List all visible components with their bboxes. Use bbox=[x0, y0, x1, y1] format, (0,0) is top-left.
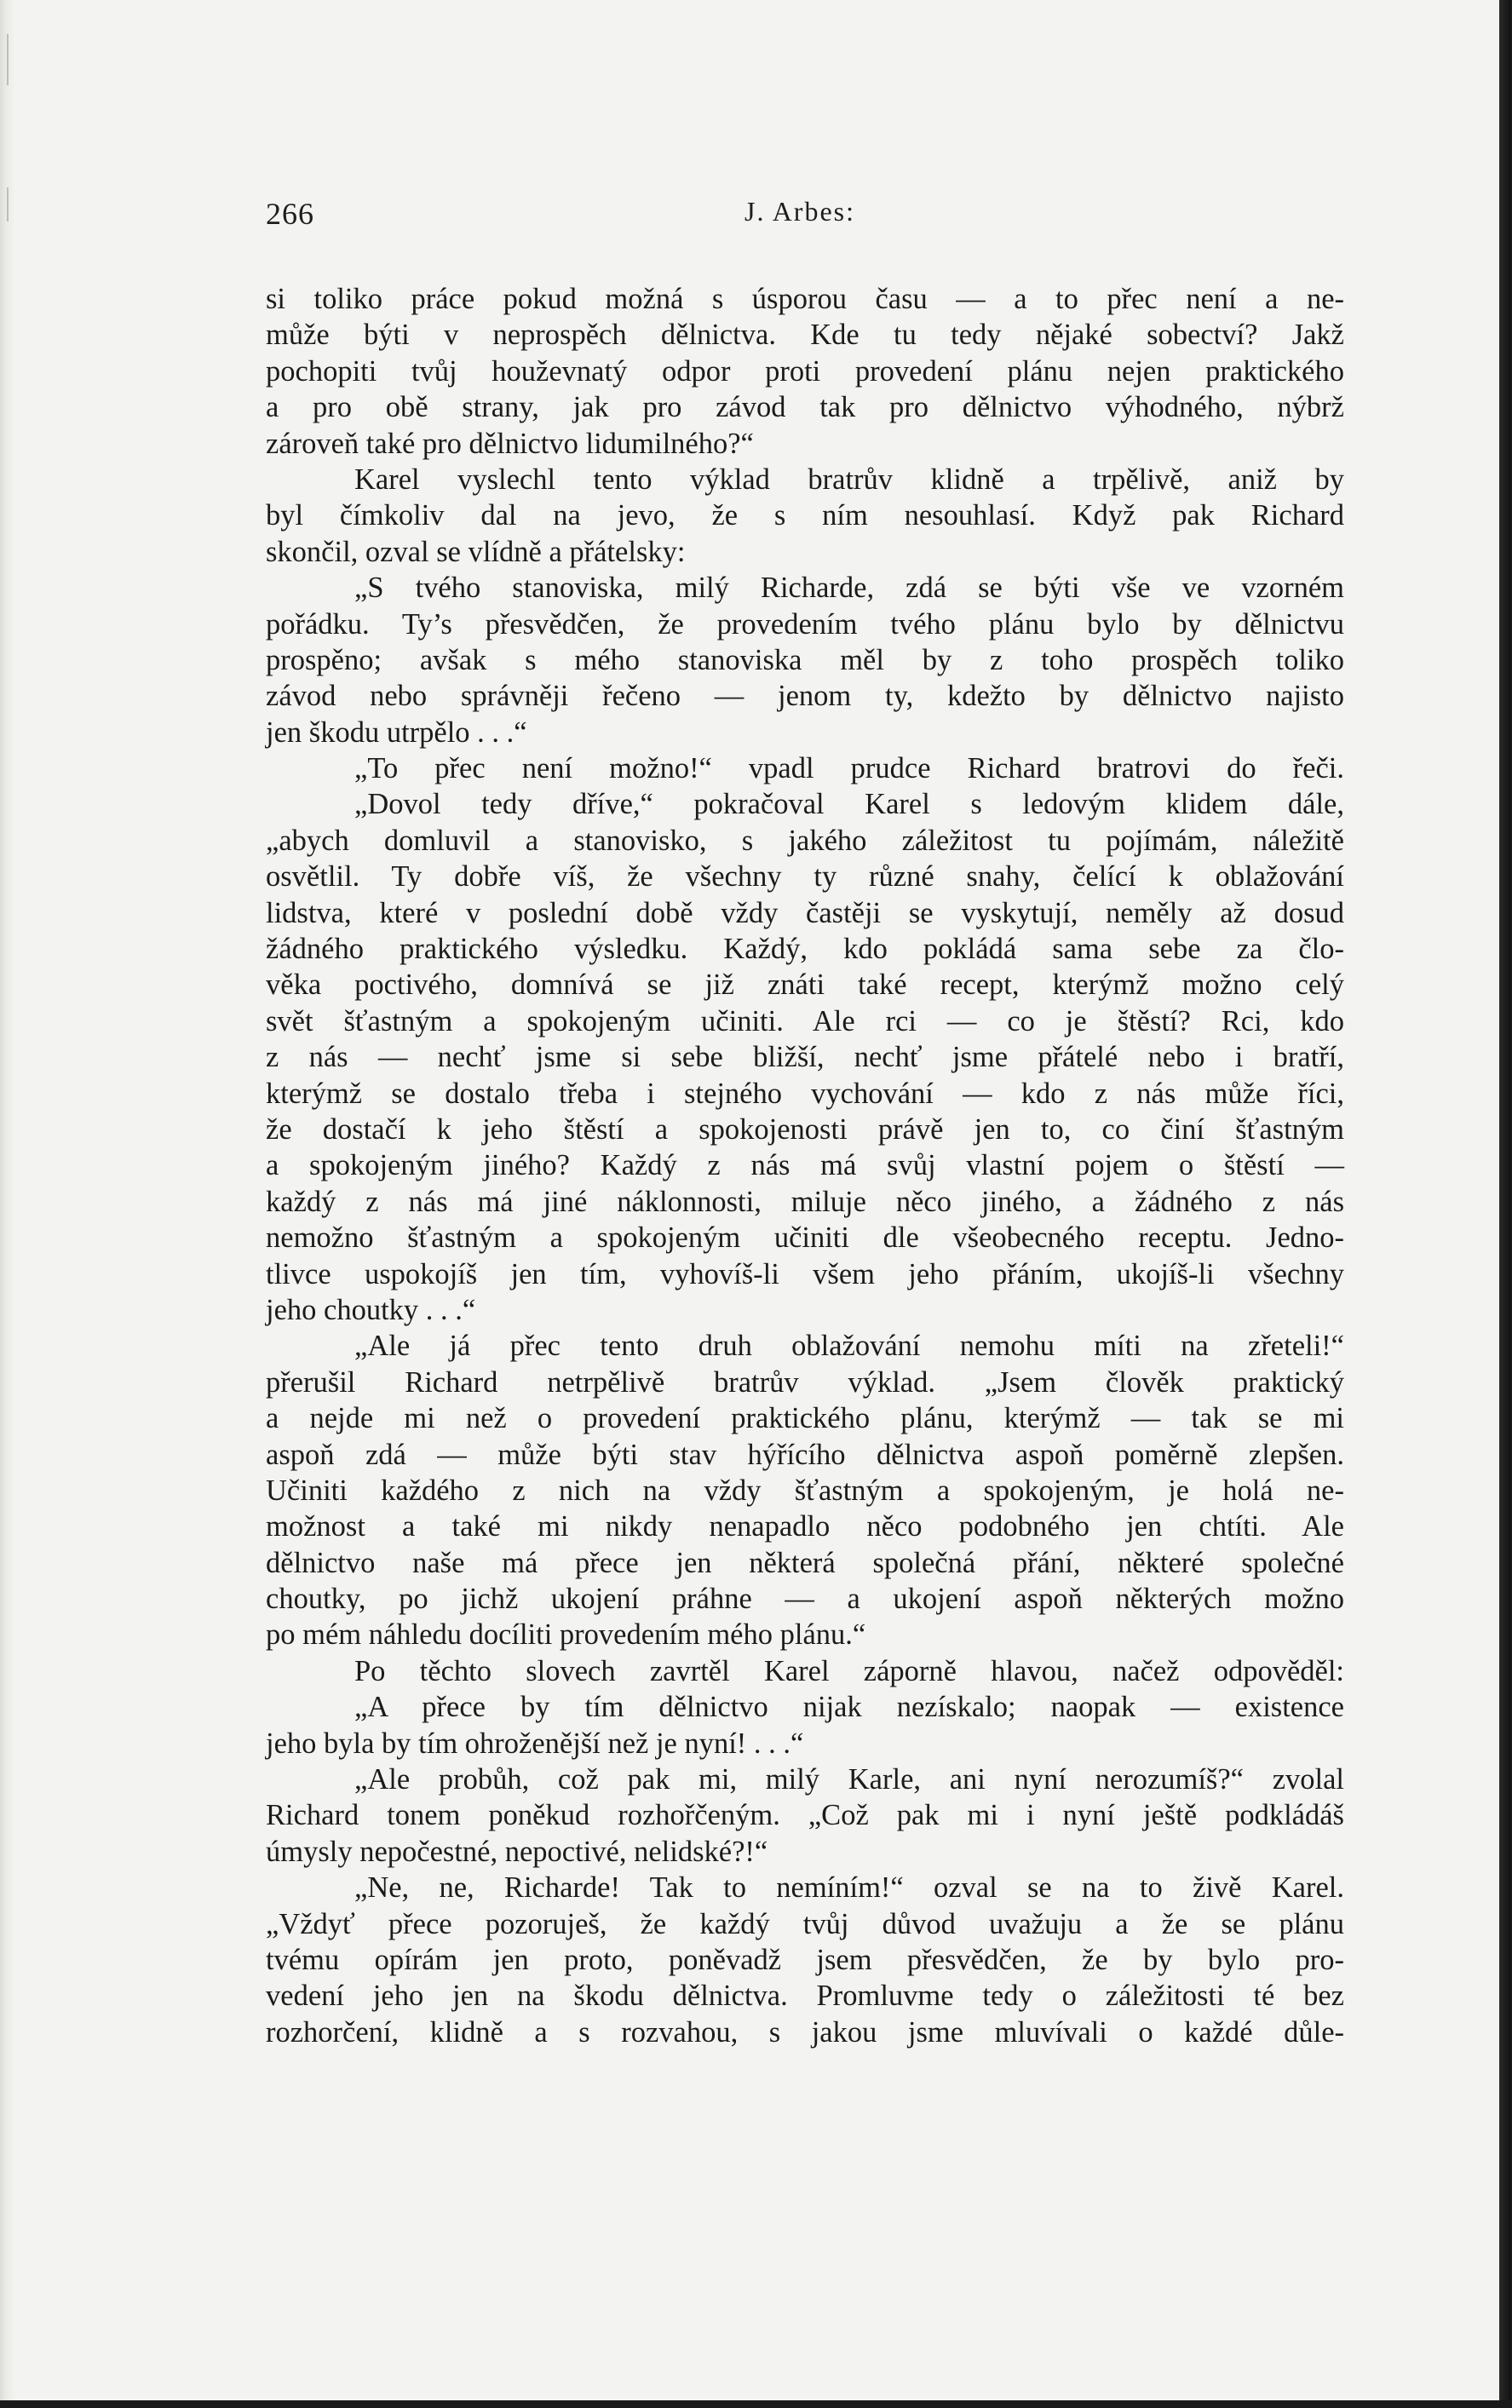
text-line: lidstva, které v poslední době vždy častěji se vyskytují, neměly až dosud bbox=[266, 896, 1344, 929]
running-head: J. Arbes: bbox=[745, 196, 855, 227]
text-line: a pro obě strany, jak pro závod tak pro dělnictvo výhodného, nýbrž bbox=[266, 391, 1344, 424]
text-line: skončil, ozval se vlídně a přátelsky: bbox=[266, 535, 686, 568]
text-line: a nejde mi než o provedení praktického plánu, kterýmž — tak se mi bbox=[266, 1402, 1344, 1435]
text-line: aspoň zdá — může býti stav hýřícího dělnictva aspoň poměrně zlepšen. bbox=[266, 1438, 1344, 1471]
text-line: „abych domluvil a stanovisko, s jakého záležitost tu pojímám, náležitě bbox=[266, 824, 1344, 857]
page-number: 266 bbox=[266, 197, 314, 231]
text-line: nemožno šťastným a spokojeným učiniti dle všeobecného receptu. Jedno- bbox=[266, 1221, 1344, 1255]
text-line: tlivce uspokojíš jen tím, vyhovíš-li všem jeho přáním, ukojíš-li všechny bbox=[266, 1257, 1344, 1290]
text-line: „Ale probůh, což pak mi, milý Karle, ani nyní nerozumíš?“ zvolal bbox=[354, 1763, 1344, 1796]
text-line: možnost a také mi nikdy nenapadlo něco podobného jen chtíti. Ale bbox=[266, 1510, 1344, 1543]
text-line: Richard tonem poněkud rozhořčeným. „Což pak mi i nyní ještě podkládáš bbox=[266, 1799, 1344, 1832]
text-line: přerušil Richard netrpělivě bratrův výklad. „Jsem člověk praktický bbox=[266, 1365, 1344, 1399]
text-line: jeho choutky . . .“ bbox=[266, 1293, 476, 1326]
text-line: „Ale já přec tento druh oblažování nemohu míti na zřeteli!“ bbox=[354, 1330, 1344, 1363]
text-line: kterýmž se dostalo třeba i stejného vychování — kdo z nás může říci, bbox=[266, 1077, 1344, 1110]
text-line: „Vždyť přece pozoruješ, že každý tvůj důvod uvažuju a že se plánu bbox=[266, 1907, 1344, 1940]
text-line: věka poctivého, domnívá se již znáti také recept, kterýmž možno celý bbox=[266, 968, 1344, 1002]
binding-mark bbox=[7, 34, 9, 85]
text-line: „S tvého stanoviska, milý Richarde, zdá se býti vše ve vzorném bbox=[354, 572, 1344, 605]
binding-mark bbox=[7, 187, 9, 221]
text-line: „To přec není možno!“ vpadl prudce Richard bratrovi do řeči. bbox=[354, 752, 1344, 785]
text-line: žádného praktického výsledku. Každý, kdo pokládá sama sebe za člo- bbox=[266, 933, 1344, 966]
body-text bbox=[266, 281, 1344, 2050]
text-line: Učiniti každého z nich na vždy šťastným a spokojeným, je holá ne- bbox=[266, 1474, 1344, 1507]
text-line: pořádku. Ty’s přesvědčen, že provedením tvého plánu bylo by dělnictvu bbox=[266, 607, 1344, 641]
text-line: tvému opírám jen proto, poněvadž jsem přesvědčen, že by bylo pro- bbox=[266, 1943, 1344, 1976]
text-line: dělnictvo naše má přece jen některá společná přání, některé společné bbox=[266, 1546, 1344, 1579]
text-line: „A přece by tím dělnictvo nijak nezískalo; naopak — existence bbox=[354, 1691, 1344, 1724]
text-line: si toliko práce pokud možná s úsporou času — a to přec není a ne- bbox=[266, 283, 1344, 315]
text-line: rozhorčení, klidně a s rozvahou, s jakou jsme mluvívali o každé důle- bbox=[266, 2015, 1344, 2049]
text-line: prospěno; avšak s mého stanoviska měl by z toho prospěch toliko bbox=[266, 643, 1344, 676]
text-line: každý z nás má jiné náklonnosti, miluje něco jiného, a žádného z nás bbox=[266, 1185, 1344, 1218]
text-line: že dostačí k jeho štěstí a spokojenosti právě jen to, co činí šťastným bbox=[266, 1112, 1344, 1146]
text-line: z nás — nechť jsme si sebe bližší, nechť jsme přátelé nebo i bratří, bbox=[266, 1041, 1344, 1074]
text-line: byl čímkoliv dal na jevo, že s ním nesouhlasí. Když pak Richard bbox=[266, 499, 1344, 532]
text-line: pochopiti tvůj houževnatý odpor proti provedení plánu nejen praktického bbox=[266, 354, 1344, 388]
text-line: zároveň také pro dělnictvo lidumilného?“ bbox=[266, 427, 754, 460]
page-header bbox=[266, 196, 1344, 237]
text-line: choutky, po jichž ukojení práhne — a ukojení aspoň některých možno bbox=[266, 1583, 1344, 1616]
text-line: Po těchto slovech zavrtěl Karel záporně hlavou, načež odpověděl: bbox=[354, 1654, 1344, 1687]
text-line: jen škodu utrpělo . . .“ bbox=[266, 716, 527, 749]
binding-edge bbox=[0, 0, 15, 2400]
text-line: jeho byla by tím ohroženější než je nyní! . . .“ bbox=[266, 1727, 804, 1760]
text-line: závod nebo správněji řečeno — jenom ty, kdežto by dělnictvo najisto bbox=[266, 680, 1344, 713]
text-line: osvětlil. Ty dobře víš, že všechny ty různé snahy, čelící k oblažování bbox=[266, 860, 1344, 894]
text-line: „Ne, ne, Richarde! Tak to nemíním!“ ozval se na to živě Karel. bbox=[354, 1871, 1344, 1905]
text-line: a spokojeným jiného? Každý z nás má svůj vlastní pojem o štěstí — bbox=[266, 1149, 1344, 1182]
text-line: „Dovol tedy dříve,“ pokračoval Karel s ledovým klidem dále, bbox=[354, 788, 1344, 821]
text-line: vedení jeho jen na škodu dělnictva. Promluvme tedy o záležitosti té bez bbox=[266, 1980, 1344, 2013]
text-line: po mém náhledu docíliti provedením mého plánu.“ bbox=[266, 1618, 866, 1652]
text-line: Karel vyslechl tento výklad bratrův klidně a trpělivě, aniž by bbox=[354, 463, 1344, 496]
text-line: může býti v neprospěch dělnictva. Kde tu tedy nějaké sobectví? Jakž bbox=[266, 319, 1344, 352]
text-line: úmysly nepočestné, nepoctivé, nelidské?!“ bbox=[266, 1835, 768, 1868]
text-line: svět šťastným a spokojeným učiniti. Ale rci — co je štěstí? Rci, kdo bbox=[266, 1004, 1344, 1037]
